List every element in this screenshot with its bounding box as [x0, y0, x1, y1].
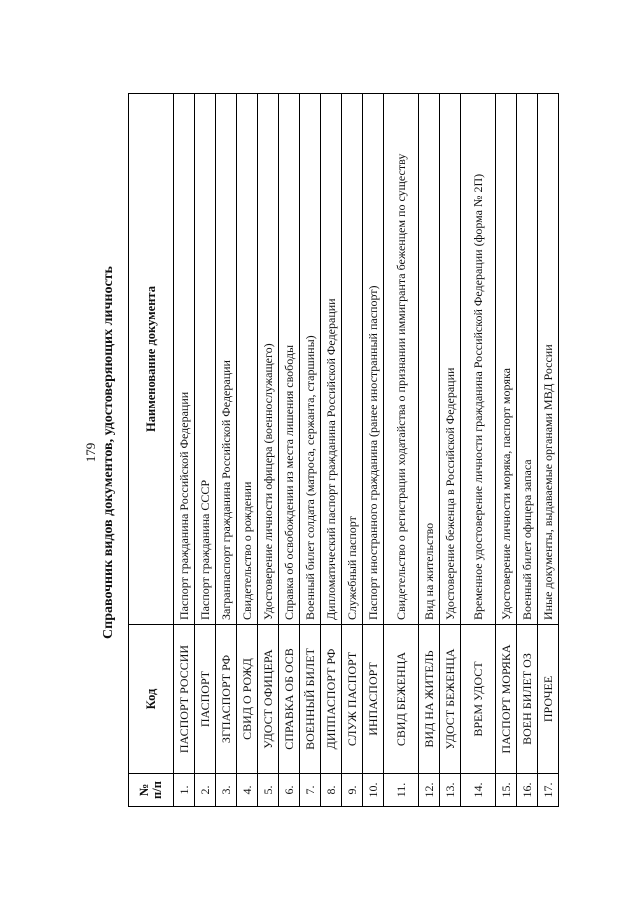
document-title: Справочник видов документов, удостоверяющих личность — [101, 266, 116, 639]
row-code: ДИППАСПОРТ РФ — [321, 625, 342, 774]
table-header-row — [129, 94, 174, 807]
row-code: СВИД О РОЖД — [237, 625, 258, 774]
table-row — [496, 94, 517, 807]
row-name: Паспорт иностранного гражданина (ранее иностранный паспорт) — [363, 94, 384, 625]
table-row — [363, 94, 384, 807]
row-name: Вид на жительство — [419, 94, 440, 625]
row-code: ПАСПОРТ — [195, 625, 216, 774]
row-number: 8. — [321, 774, 342, 807]
row-code: ИНПАСПОРТ — [363, 625, 384, 774]
table-row — [461, 94, 496, 807]
row-number: 3. — [216, 774, 237, 807]
row-number: 13. — [440, 774, 461, 807]
row-number: 2. — [195, 774, 216, 807]
row-code: ВРЕМ УДОСТ — [461, 625, 496, 774]
row-code: ПРОЧЕЕ — [538, 625, 559, 774]
row-number: 4. — [237, 774, 258, 807]
table-row — [384, 94, 419, 807]
document-types-table — [128, 93, 559, 807]
row-number: 12. — [419, 774, 440, 807]
row-name: Паспорт гражданина Российской Федерации — [174, 94, 195, 625]
row-name: Свидетельство о рождении — [237, 94, 258, 625]
row-number: 9. — [342, 774, 363, 807]
header-code: Код — [129, 625, 174, 774]
table-row — [300, 94, 321, 807]
header-number: № п/п — [129, 774, 174, 807]
row-number: 1. — [174, 774, 195, 807]
table-row — [237, 94, 258, 807]
row-name: Дипломатический паспорт гражданина Российской Федерации — [321, 94, 342, 625]
row-code: СПРАВКА ОБ ОСВ — [279, 625, 300, 774]
row-code: ВОЕННЫЙ БИЛЕТ — [300, 625, 321, 774]
row-number: 15. — [496, 774, 517, 807]
row-name: Свидетельство о регистрации ходатайства о признании иммигранта беженцем по существу — [384, 94, 419, 625]
table-row — [279, 94, 300, 807]
table-row — [342, 94, 363, 807]
row-code: УДОСТ БЕЖЕНЦА — [440, 625, 461, 774]
row-number: 7. — [300, 774, 321, 807]
row-name: Справка об освобождении из места лишения свободы — [279, 94, 300, 625]
row-code: СВИД БЕЖЕНЦА — [384, 625, 419, 774]
row-code: ВИД НА ЖИТЕЛЬ — [419, 625, 440, 774]
row-name: Паспорт гражданина СССР — [195, 94, 216, 625]
table-row — [517, 94, 538, 807]
row-name: Временное удостоверение личности гражданина Российской Федерации (форма № 2П) — [461, 94, 496, 625]
row-number: 11. — [384, 774, 419, 807]
row-name: Иные документы, выдаваемые органами МВД России — [538, 94, 559, 625]
table-row — [321, 94, 342, 807]
row-number: 14. — [461, 774, 496, 807]
row-name: Удостоверение личности офицера (военнослужащего) — [258, 94, 279, 625]
row-number: 5. — [258, 774, 279, 807]
table-row — [419, 94, 440, 807]
table-row — [195, 94, 216, 807]
row-name: Военный билет солдата (матроса, сержанта, старшины) — [300, 94, 321, 625]
page-number: 179 — [83, 442, 98, 463]
row-name: Удостоверение беженца в Российской Федерации — [440, 94, 461, 625]
table-row — [440, 94, 461, 807]
row-code: ЗГПАСПОРТ РФ — [216, 625, 237, 774]
row-name: Удостоверение личности моряка, паспорт моряка — [496, 94, 517, 625]
row-code: ПАСПОРТ МОРЯКА — [496, 625, 517, 774]
row-number: 6. — [279, 774, 300, 807]
row-number: 17. — [538, 774, 559, 807]
header-name: Наименование документа — [129, 94, 174, 625]
table-row — [216, 94, 237, 807]
table-row — [538, 94, 559, 807]
table-row — [258, 94, 279, 807]
row-code: ПАСПОРТ РОССИИ — [174, 625, 195, 774]
row-number: 16. — [517, 774, 538, 807]
row-name: Служебный паспорт — [342, 94, 363, 625]
table-row — [174, 94, 195, 807]
row-name: Загранпаспорт гражданина Российской Федерации — [216, 94, 237, 625]
row-code: СЛУЖ ПАСПОРТ — [342, 625, 363, 774]
row-code: УДОСТ ОФИЦЕРА — [258, 625, 279, 774]
row-code: ВОЕН БИЛЕТ ОЗ — [517, 625, 538, 774]
row-name: Военный билет офицера запаса — [517, 94, 538, 625]
row-number: 10. — [363, 774, 384, 807]
